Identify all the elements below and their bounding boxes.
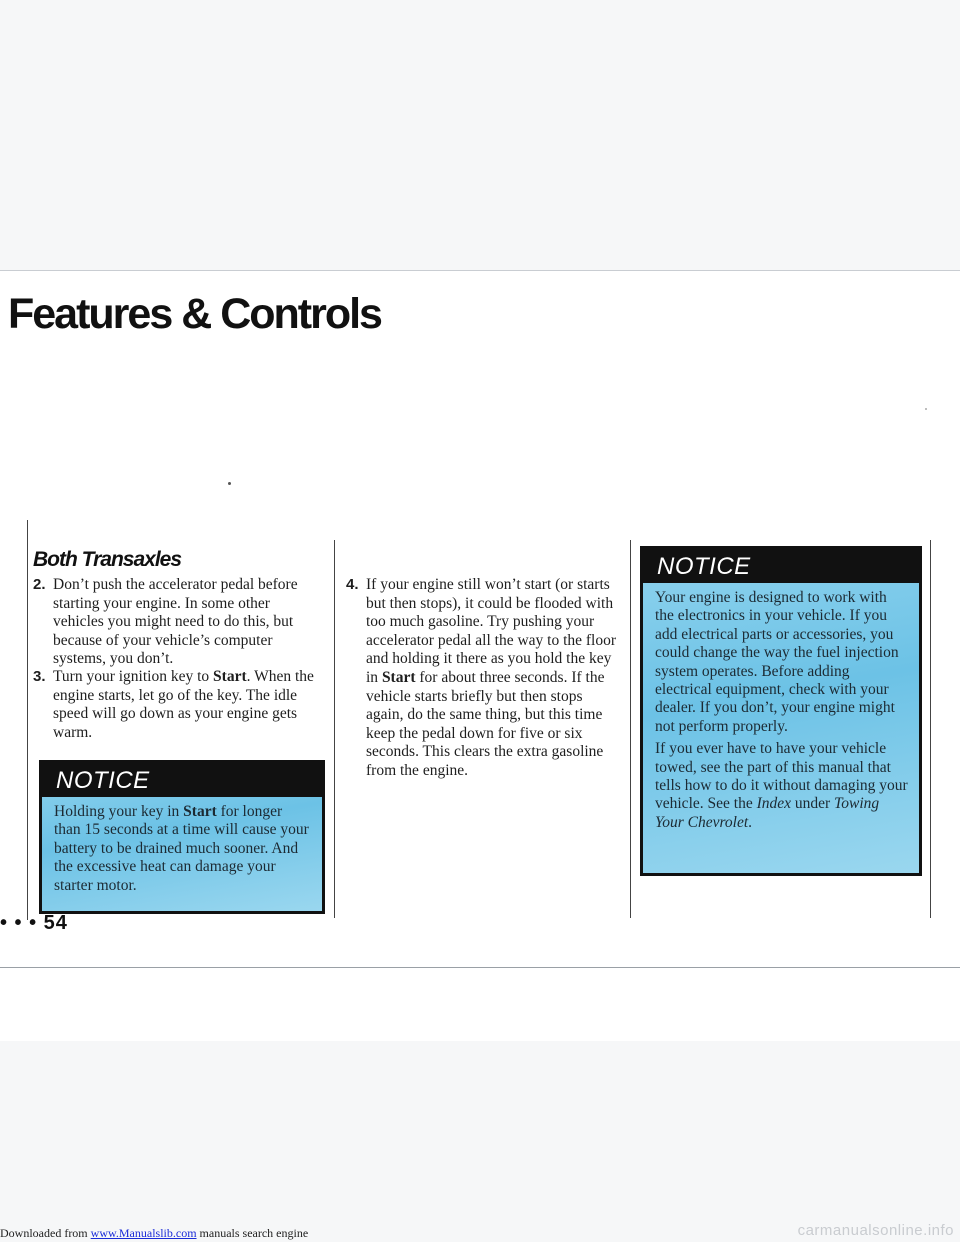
column-rule-middle <box>334 540 335 918</box>
notice-box-electrical <box>640 546 922 876</box>
notice-title: NOTICE <box>643 549 919 583</box>
scan-speck <box>925 408 927 410</box>
step-3 <box>33 668 323 742</box>
column-rule-right <box>630 540 631 918</box>
bottom-margin <box>0 1041 960 1242</box>
download-notice: Downloaded from www.Manualslib.com manuals search engine <box>0 1226 309 1240</box>
step-text: If your engine still won’t start (or starts but then stops), it could be flooded with too much gasoline. Try pushing your accelerator pedal all the way to the floor and holding it there as you hold the key in Start for about three seconds. If the vehicle starts briefly but then stops again, do the same thing, but this time keep the pedal down for five or six seconds. This clears the extra gasoline from the engine. <box>366 576 617 779</box>
section-title: Features & Controls <box>8 290 381 338</box>
notice-paragraph-2: If you ever have to have your vehicle towed, see the part of this manual that tells how to do it without damaging your vehicle. See the Index under Towing Your Chevrolet. <box>655 740 908 831</box>
step-number: 4. <box>346 576 359 593</box>
notice-text: Holding your key in Start for longer than 15 seconds at a time will cause your battery to be drained much sooner. And the excessive heat can damage your starter motor. <box>54 803 309 894</box>
notice-paragraph-1: Your engine is designed to work with the electronics in your vehicle. If you add electrical parts or accessories, you could change the way the fuel injection system operates. Before adding electrical equipment, check with your dealer. If you don’t, your engine might not perform properly. <box>655 589 899 735</box>
notice-box-battery <box>39 760 325 914</box>
page-number: • • • 54 <box>0 912 68 934</box>
footer-rule <box>0 967 960 968</box>
notice-title: NOTICE <box>42 763 322 797</box>
column-rule-left <box>27 520 28 920</box>
subheading: Both Transaxles <box>33 548 182 571</box>
top-margin <box>0 0 960 270</box>
notice-text <box>643 583 919 844</box>
manualslib-link[interactable]: www.Manualslib.com <box>90 1226 197 1240</box>
watermark: carmanualsonline.info <box>797 1222 954 1239</box>
step-text: Don’t push the accelerator pedal before starting your engine. In some other vehicles you might need to do this, but because of your vehicle’s computer systems, you don’t. <box>53 576 298 668</box>
step-number: 2. <box>33 576 46 593</box>
step-number: 3. <box>33 668 46 685</box>
step-2 <box>33 576 323 669</box>
column-rule-far-right <box>930 540 931 918</box>
step-text: Turn your ignition key to Start. When the engine starts, let go of the key. The idle speed will go down as your engine gets warm. <box>53 668 314 741</box>
scan-speck <box>228 482 231 485</box>
step-4 <box>346 576 622 781</box>
